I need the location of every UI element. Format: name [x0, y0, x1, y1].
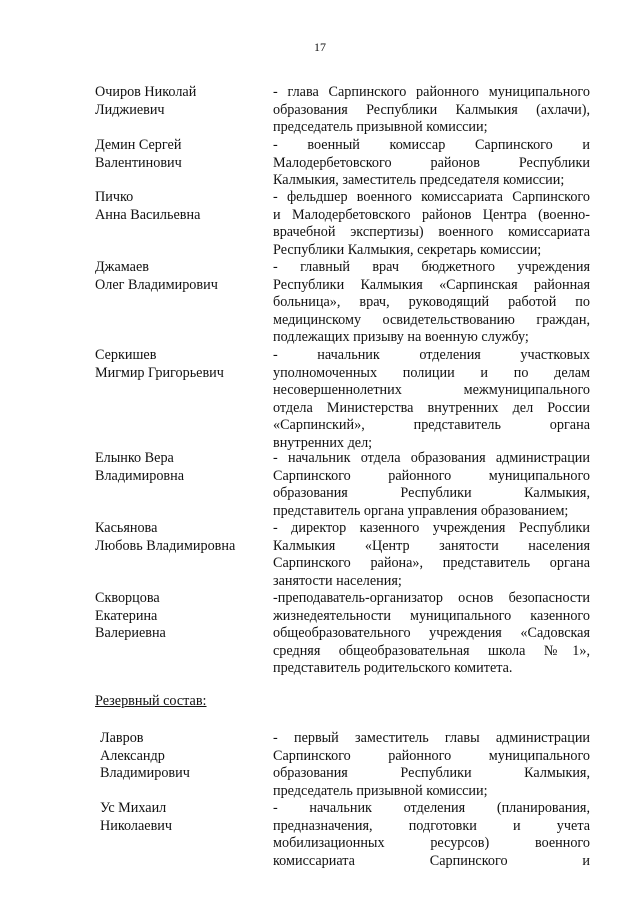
member-role-line: образования Республики Калмыкия, [273, 485, 590, 501]
member-name [100, 730, 270, 783]
member-role-line: - начальник отделения участковых [273, 347, 590, 363]
member-role-line: средняя общеобразовательная школа №1», [273, 642, 590, 659]
member-role-line: Сарпинского районного муниципального [273, 467, 590, 484]
member-role-line: Малодербетовского районов Республики [273, 154, 590, 171]
member-role-line: - фельдшер военного комиссариата Сарпинского [273, 189, 590, 205]
member-role-line: подлежащих призыву на военную службу; [273, 329, 529, 345]
member-name-line: Лиджиевич [95, 101, 165, 118]
member-name [95, 189, 265, 224]
member-role [273, 450, 590, 520]
member-role-line: Сарпинского районного муниципального [273, 747, 590, 764]
member-role-line: - главный врач бюджетного учреждения [273, 259, 590, 275]
member-name-line: Любовь Владимировна [95, 537, 236, 554]
member-name [100, 800, 270, 835]
member-role [273, 189, 590, 259]
member-name-line: Александр [100, 747, 165, 764]
member-role-line: отдела Министерства внутренних дел России [273, 399, 590, 416]
member-role-line: и Малодербетовского районов Центра (военно- [273, 206, 590, 223]
member-role-line: врачебной экспертизы) военного комиссариата [273, 224, 590, 240]
member-role [273, 84, 590, 137]
member-role-line: жизнедеятельности муниципального казенного [273, 607, 590, 624]
member-role-line: председатель призывной комиссии; [273, 119, 488, 135]
member-name-line: Екатерина [95, 607, 158, 624]
member-role-line: занятости населения; [273, 572, 402, 589]
reserve-heading: Резервный состав: [95, 693, 207, 709]
member-role [273, 347, 590, 452]
member-name [95, 259, 265, 294]
member-role [273, 590, 590, 678]
member-role [273, 730, 590, 800]
member-role-line: -преподаватель-организатор основ безопасности [273, 590, 590, 606]
member-name-line: Пичко [95, 189, 134, 205]
member-name [95, 137, 265, 172]
member-role-line: - военный комиссар Сарпинского и [273, 137, 590, 153]
member-name-line: Владимировна [95, 467, 184, 484]
member-name-line: Скворцова [95, 590, 160, 606]
member-role-line: образования Республики Калмыкия, [273, 765, 590, 781]
member-role-line: предназначения, подготовки и учета [273, 817, 590, 834]
member-name-line: Елынко Вера [95, 450, 174, 466]
member-name-line: Демин Сергей [95, 137, 182, 153]
member-role-line: несовершеннолетних межмуниципального [273, 382, 590, 398]
member-role [273, 520, 590, 590]
member-name [95, 347, 265, 382]
member-name [95, 84, 265, 119]
member-name-line: Анна Васильевна [95, 206, 201, 223]
member-name [95, 590, 265, 643]
member-name-line: Ус Михаил [100, 800, 167, 816]
member-role-line: Республики Калмыкия, секретарь комиссии; [273, 241, 542, 258]
member-name-line: Джамаев [95, 259, 149, 275]
member-role-line: представитель родительского комитета. [273, 660, 513, 676]
member-role-line: уполномоченных полиции и по делам [273, 364, 590, 381]
member-role-line: больница», врач, руководящий работой по [273, 294, 590, 310]
member-role-line: Сарпинского района», представитель органа [273, 555, 590, 571]
member-role-line: председатель призывной комиссии; [273, 782, 488, 799]
member-role-line: медицинскому освидетельствованию граждан, [273, 311, 590, 328]
member-role-line: - первый заместитель главы администрации [273, 730, 590, 746]
member-name-line: Очиров Николай [95, 84, 197, 100]
member-name-line: Серкишев [95, 347, 157, 363]
member-role-line: - директор казенного учреждения Республики [273, 520, 590, 536]
member-role-line: комиссариата Сарпинского и [273, 852, 590, 869]
member-role-line: внутренних дел; [273, 434, 373, 451]
member-name-line: Владимирович [100, 765, 190, 781]
member-name-line: Мигмир Григорьевич [95, 364, 224, 381]
member-role [273, 137, 590, 190]
member-role-line: представитель органа управления образованием; [273, 502, 569, 519]
member-role [273, 259, 590, 347]
member-name [95, 520, 265, 555]
member-name [95, 450, 265, 485]
member-role-line: образования Республики Калмыкия (ахлачи), [273, 101, 590, 118]
member-role-line: Калмыкия «Центр занятости населения [273, 537, 590, 554]
member-name-line: Валентинович [95, 154, 182, 171]
member-role-line: - начальник отделения (планирования, [273, 800, 590, 816]
member-name-line: Валериевна [95, 625, 166, 641]
member-role [273, 800, 590, 870]
member-name-line: Николаевич [100, 817, 173, 834]
member-name-line: Лавров [100, 730, 144, 746]
page-number: 17 [314, 40, 326, 54]
member-role-line: Республики Калмыкия «Сарпинская районная [273, 276, 590, 293]
member-role-line: - начальник отдела образования администрации [273, 450, 590, 466]
member-role-line: «Сарпинский», представитель органа [273, 417, 590, 433]
member-role-line: Калмыкия, заместитель председателя комиссии; [273, 172, 565, 188]
member-name-line: Олег Владимирович [95, 276, 218, 293]
member-role-line: - глава Сарпинского районного муниципального [273, 84, 590, 100]
member-role-line: общеобразовательного учреждения «Садовская [273, 625, 590, 641]
member-name-line: Касьянова [95, 520, 158, 536]
member-role-line: мобилизационных ресурсов) военного [273, 835, 590, 851]
